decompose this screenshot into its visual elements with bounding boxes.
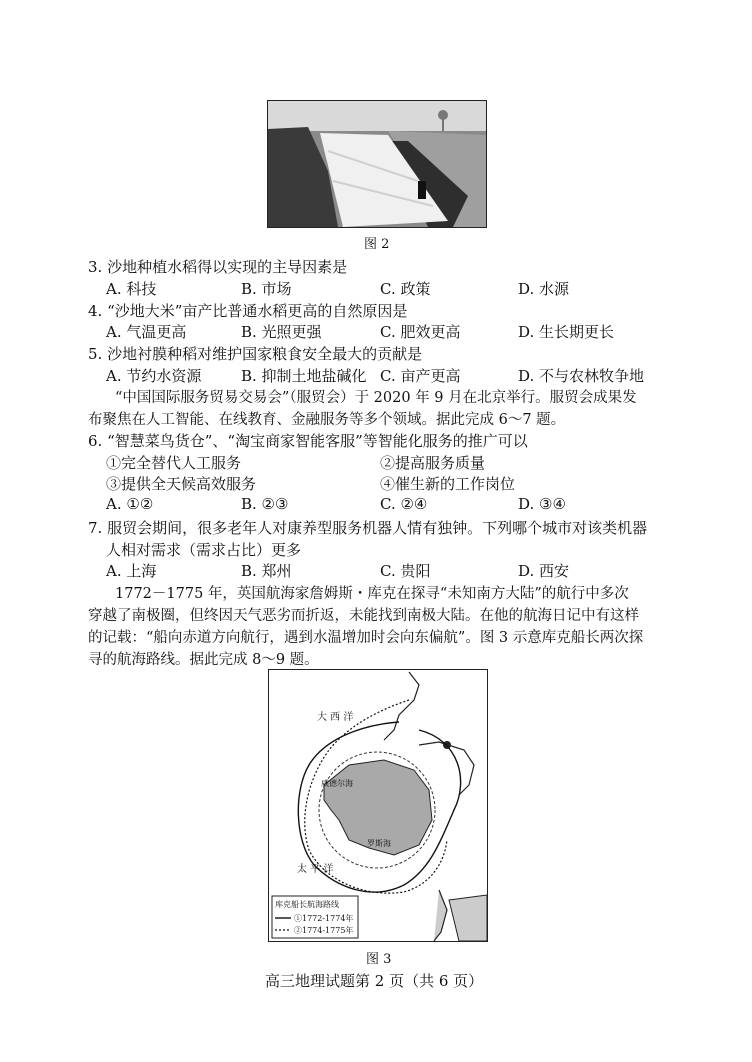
figure3-caption: 图 3 xyxy=(366,952,392,967)
q6-option-d: D. ③④ xyxy=(518,495,566,513)
q6-item-3: ③提供全天候高效服务 xyxy=(106,475,257,493)
q6-item-1: ①完全替代人工服务 xyxy=(106,454,242,472)
q5-option-c: C. 亩产更高 xyxy=(380,367,461,385)
q5-option-b: B. 抑制土地盐碱化 xyxy=(241,367,367,385)
q3-option-d: D. 水源 xyxy=(518,280,570,298)
q4-option-b: B. 光照更强 xyxy=(241,323,322,341)
legend-route2: ②1774-1775年 xyxy=(294,926,354,935)
label-weddell: 威德尔海 xyxy=(321,779,353,788)
q6-item-4: ④催生新的工作岗位 xyxy=(380,475,516,493)
q7-option-d: D. 西安 xyxy=(518,562,570,580)
q5-option-d: D. 不与农林牧争地 xyxy=(518,367,645,385)
legend-title: 库克船长航海路线 xyxy=(275,900,339,909)
q3-option-a: A. 科技 xyxy=(106,280,157,298)
label-atlantic: 大 西 洋 xyxy=(317,712,354,723)
q7-option-c: C. 贵阳 xyxy=(380,562,431,580)
q6-option-c: C. ②④ xyxy=(380,495,428,513)
passage1-line2: 布聚焦在人工智能、在线教育、金融服务等多个领域。据此完成 6～7 题。 xyxy=(88,412,566,428)
passage2-line1: 1772－1775 年，英国航海家詹姆斯・库克在探寻“未知南方大陆”的航行中多次 xyxy=(115,586,629,602)
q5-stem: 5. 沙地衬膜种稻对维护国家粮食安全最大的贡献是 xyxy=(88,345,423,363)
q6-item-2: ②提高服务质量 xyxy=(380,454,486,472)
label-pacific: 太 平 洋 xyxy=(297,864,334,875)
figure3-map xyxy=(268,669,488,942)
q6-stem: 6. “智慧菜鸟货仓”、“淘宝商家智能客服”等智能化服务的推广可以 xyxy=(88,432,528,450)
q7-option-b: B. 郑州 xyxy=(241,562,292,580)
label-ross: 罗斯海 xyxy=(367,839,391,848)
passage1-line1: “中国国际服务贸易交易会”（服贸会）于 2020 年 9 月在北京举行。服贸会成果发 xyxy=(115,390,637,406)
q6-option-b: B. ②③ xyxy=(241,495,289,513)
q7-option-a: A. 上海 xyxy=(106,562,157,580)
figure2-photo xyxy=(267,100,487,228)
q3-option-b: B. 市场 xyxy=(241,280,292,298)
passage2-line2: 穿越了南极圈，但终因天气恶劣而折返，未能找到南极大陆。在他的航海日记中有这样 xyxy=(88,608,639,624)
q3-option-c: C. 政策 xyxy=(380,280,431,298)
legend-route1: ①1772-1774年 xyxy=(294,914,354,923)
q4-option-c: C. 肥效更高 xyxy=(380,323,461,341)
page-footer: 高三地理试题第 2 页（共 6 页） xyxy=(265,972,484,990)
q4-stem: 4. “沙地大米”亩产比普通水稻更高的自然原因是 xyxy=(88,302,408,320)
q5-option-a: A. 节约水资源 xyxy=(106,367,202,385)
south-america-outline xyxy=(384,672,419,740)
q6-option-a: A. ①② xyxy=(106,495,154,513)
q3-stem: 3. 沙地种植水稻得以实现的主导因素是 xyxy=(88,258,348,276)
q4-option-a: A. 气温更高 xyxy=(106,323,187,341)
passage2-line4: 寻的航海路线。据此完成 8～9 题。 xyxy=(88,652,319,668)
figure2-caption: 图 2 xyxy=(364,237,390,252)
q7-stem-line1: 7. 服贸会期间，很多老年人对康养型服务机器人情有独钟。下列哪个城市对该类机器 xyxy=(88,519,648,537)
new-zealand-outline xyxy=(434,890,447,941)
q7-stem-line2: 人相对需求（需求占比）更多 xyxy=(106,541,302,559)
passage2-line3: 的记载：“船向赤道方向航行，遇到水温增加时会向东偏航”。图 3 示意库克船长两次探 xyxy=(88,630,644,646)
q4-option-d: D. 生长期更长 xyxy=(518,323,615,341)
australia-outline xyxy=(449,895,487,941)
